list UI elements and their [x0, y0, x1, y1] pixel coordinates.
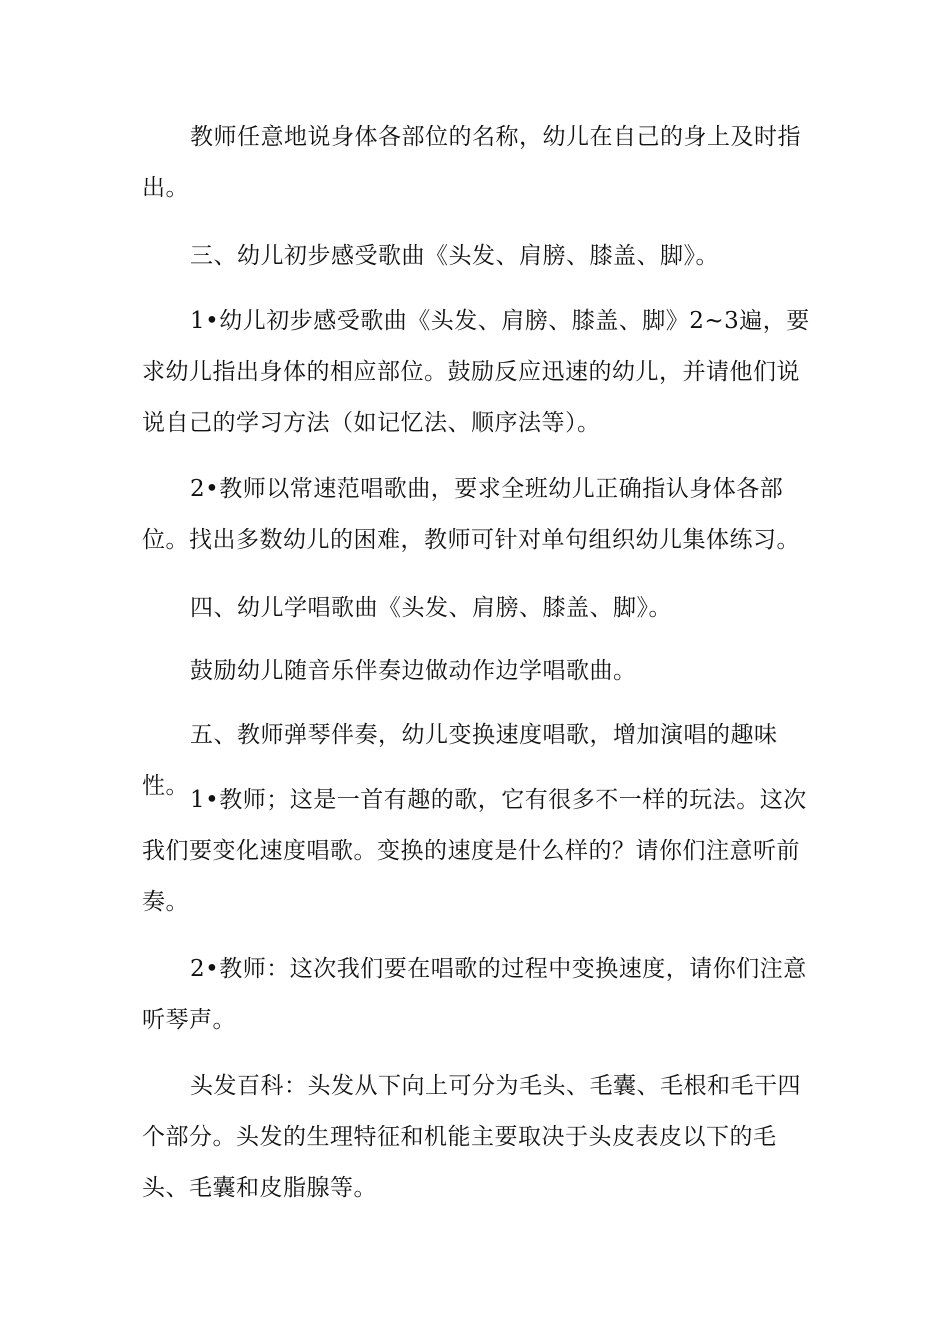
paragraph-step-one-tempo-change: 1•教师；这是一首有趣的歌，它有很多不一样的玩法。这次我们要变化速度唱歌。变换的速度是什么样的？请你们注意听前奏。 — [142, 787, 807, 915]
paragraph-section-five-heading: 五、教师弹琴伴奏，幼儿变换速度唱歌，增加演唱的趣味性。 — [142, 722, 778, 799]
paragraph-step-one-initial-listening: 1•幼儿初步感受歌曲《头发、肩膀、膝盖、脚》2~3遍，要求幼儿指出身体的相应部位。鼓励反应迅速的幼儿，并请他们说说自己的学习方法（如记忆法、顺序法等）。 — [142, 308, 810, 436]
paragraph-section-four-heading: 四、幼儿学唱歌曲《头发、肩膀、膝盖、脚》。 — [190, 595, 672, 621]
paragraph-hair-encyclopedia: 头发百科：头发从下向上可分为毛头、毛囊、毛根和毛干四个部分。头发的生理特征和机能主要取决于头皮表皮以下的毛头、毛囊和皮脂腺等。 — [142, 1073, 801, 1201]
paragraph-step-two-tempo-in-song: 2•教师：这次我们要在唱歌的过程中变换速度，请你们注意听琴声。 — [142, 956, 807, 1033]
paragraph-body-parts-naming: 教师任意地说身体各部位的名称，幼儿在自己的身上及时指出。 — [142, 124, 801, 201]
paragraph-step-two-model-singing: 2•教师以常速范唱歌曲，要求全班幼儿正确指认身体各部位。找出多数幼儿的困难，教师可针对单句组织幼儿集体练习。 — [142, 476, 800, 553]
paragraph-encourage-singing: 鼓励幼儿随音乐伴奏边做动作边学唱歌曲。 — [190, 658, 637, 684]
paragraph-section-three-heading: 三、幼儿初步感受歌曲《头发、肩膀、膝盖、脚》。 — [190, 243, 719, 269]
